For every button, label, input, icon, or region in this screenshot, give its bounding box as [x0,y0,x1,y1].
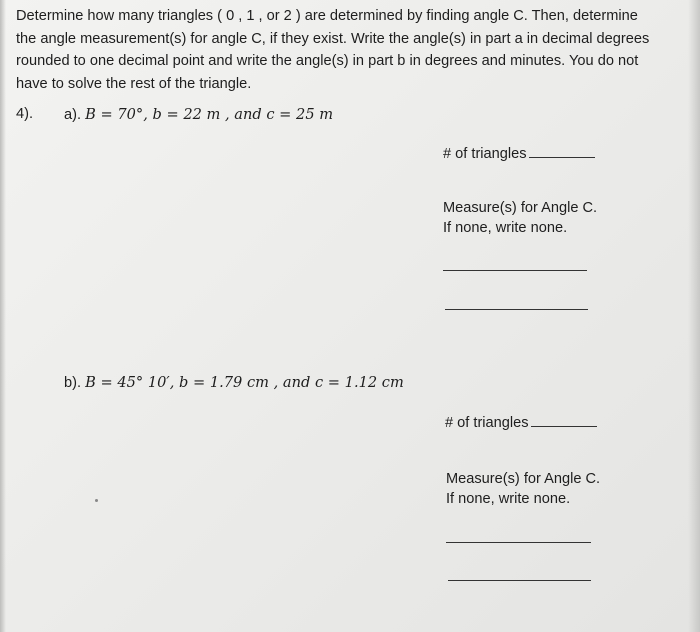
part-a-measure-line1: Measure(s) for Angle C. [443,200,598,216]
part-b-measure-prompt [446,469,600,509]
part-a-label: a). [64,107,82,123]
part-a-given: B = 70°, b = 22 m , and c = 25 m [85,106,334,123]
part-a-measure-prompt [443,198,597,238]
instructions-line-3: rounded to one decimal point and write the angle(s) in part b in degrees and minutes. You do not [16,53,639,69]
instructions-line-2: the angle measurement(s) for angle C, if they exist. Write the angle(s) in part a in decimal degrees [16,30,650,47]
part-a-angle-answer-line-2[interactable] [445,309,588,310]
instructions-line-4: have to solve the rest of the triangle. [16,75,252,92]
instructions [16,5,680,95]
part-b-triangles-label: # of triangles [445,415,529,431]
part-a-angle-answer-line-1[interactable] [443,270,587,271]
page-shadow-left [0,0,6,632]
part-b-triangles-blank[interactable] [531,412,597,427]
part-a-measure-line2: If none, write none. [443,220,568,236]
part-a-prompt [64,106,333,123]
part-a-triangles-blank[interactable] [529,143,595,158]
part-b-measure-line2: If none, write none. [446,491,571,507]
part-b-angle-answer-line-1[interactable] [446,542,591,543]
part-a-triangles-label: # of triangles [443,146,527,162]
page-shadow-right [688,0,700,632]
paper-speck [95,499,98,502]
part-b-given: B = 45° 10′, b = 1.79 cm , and c = 1.12 cm [85,374,404,391]
part-b-measure-line1: Measure(s) for Angle C. [446,471,601,487]
part-b-angle-answer-line-2[interactable] [448,580,591,581]
instructions-line-1: Determine how many triangles ( 0 , 1 , or 2 ) are determined by finding angle C. Then, determine [16,8,638,24]
part-b-prompt [64,374,404,391]
part-b-label: b). [64,375,82,391]
question-number: 4). [16,106,34,122]
part-b-triangles-prompt [445,412,597,431]
part-a-triangles-prompt [443,143,595,162]
